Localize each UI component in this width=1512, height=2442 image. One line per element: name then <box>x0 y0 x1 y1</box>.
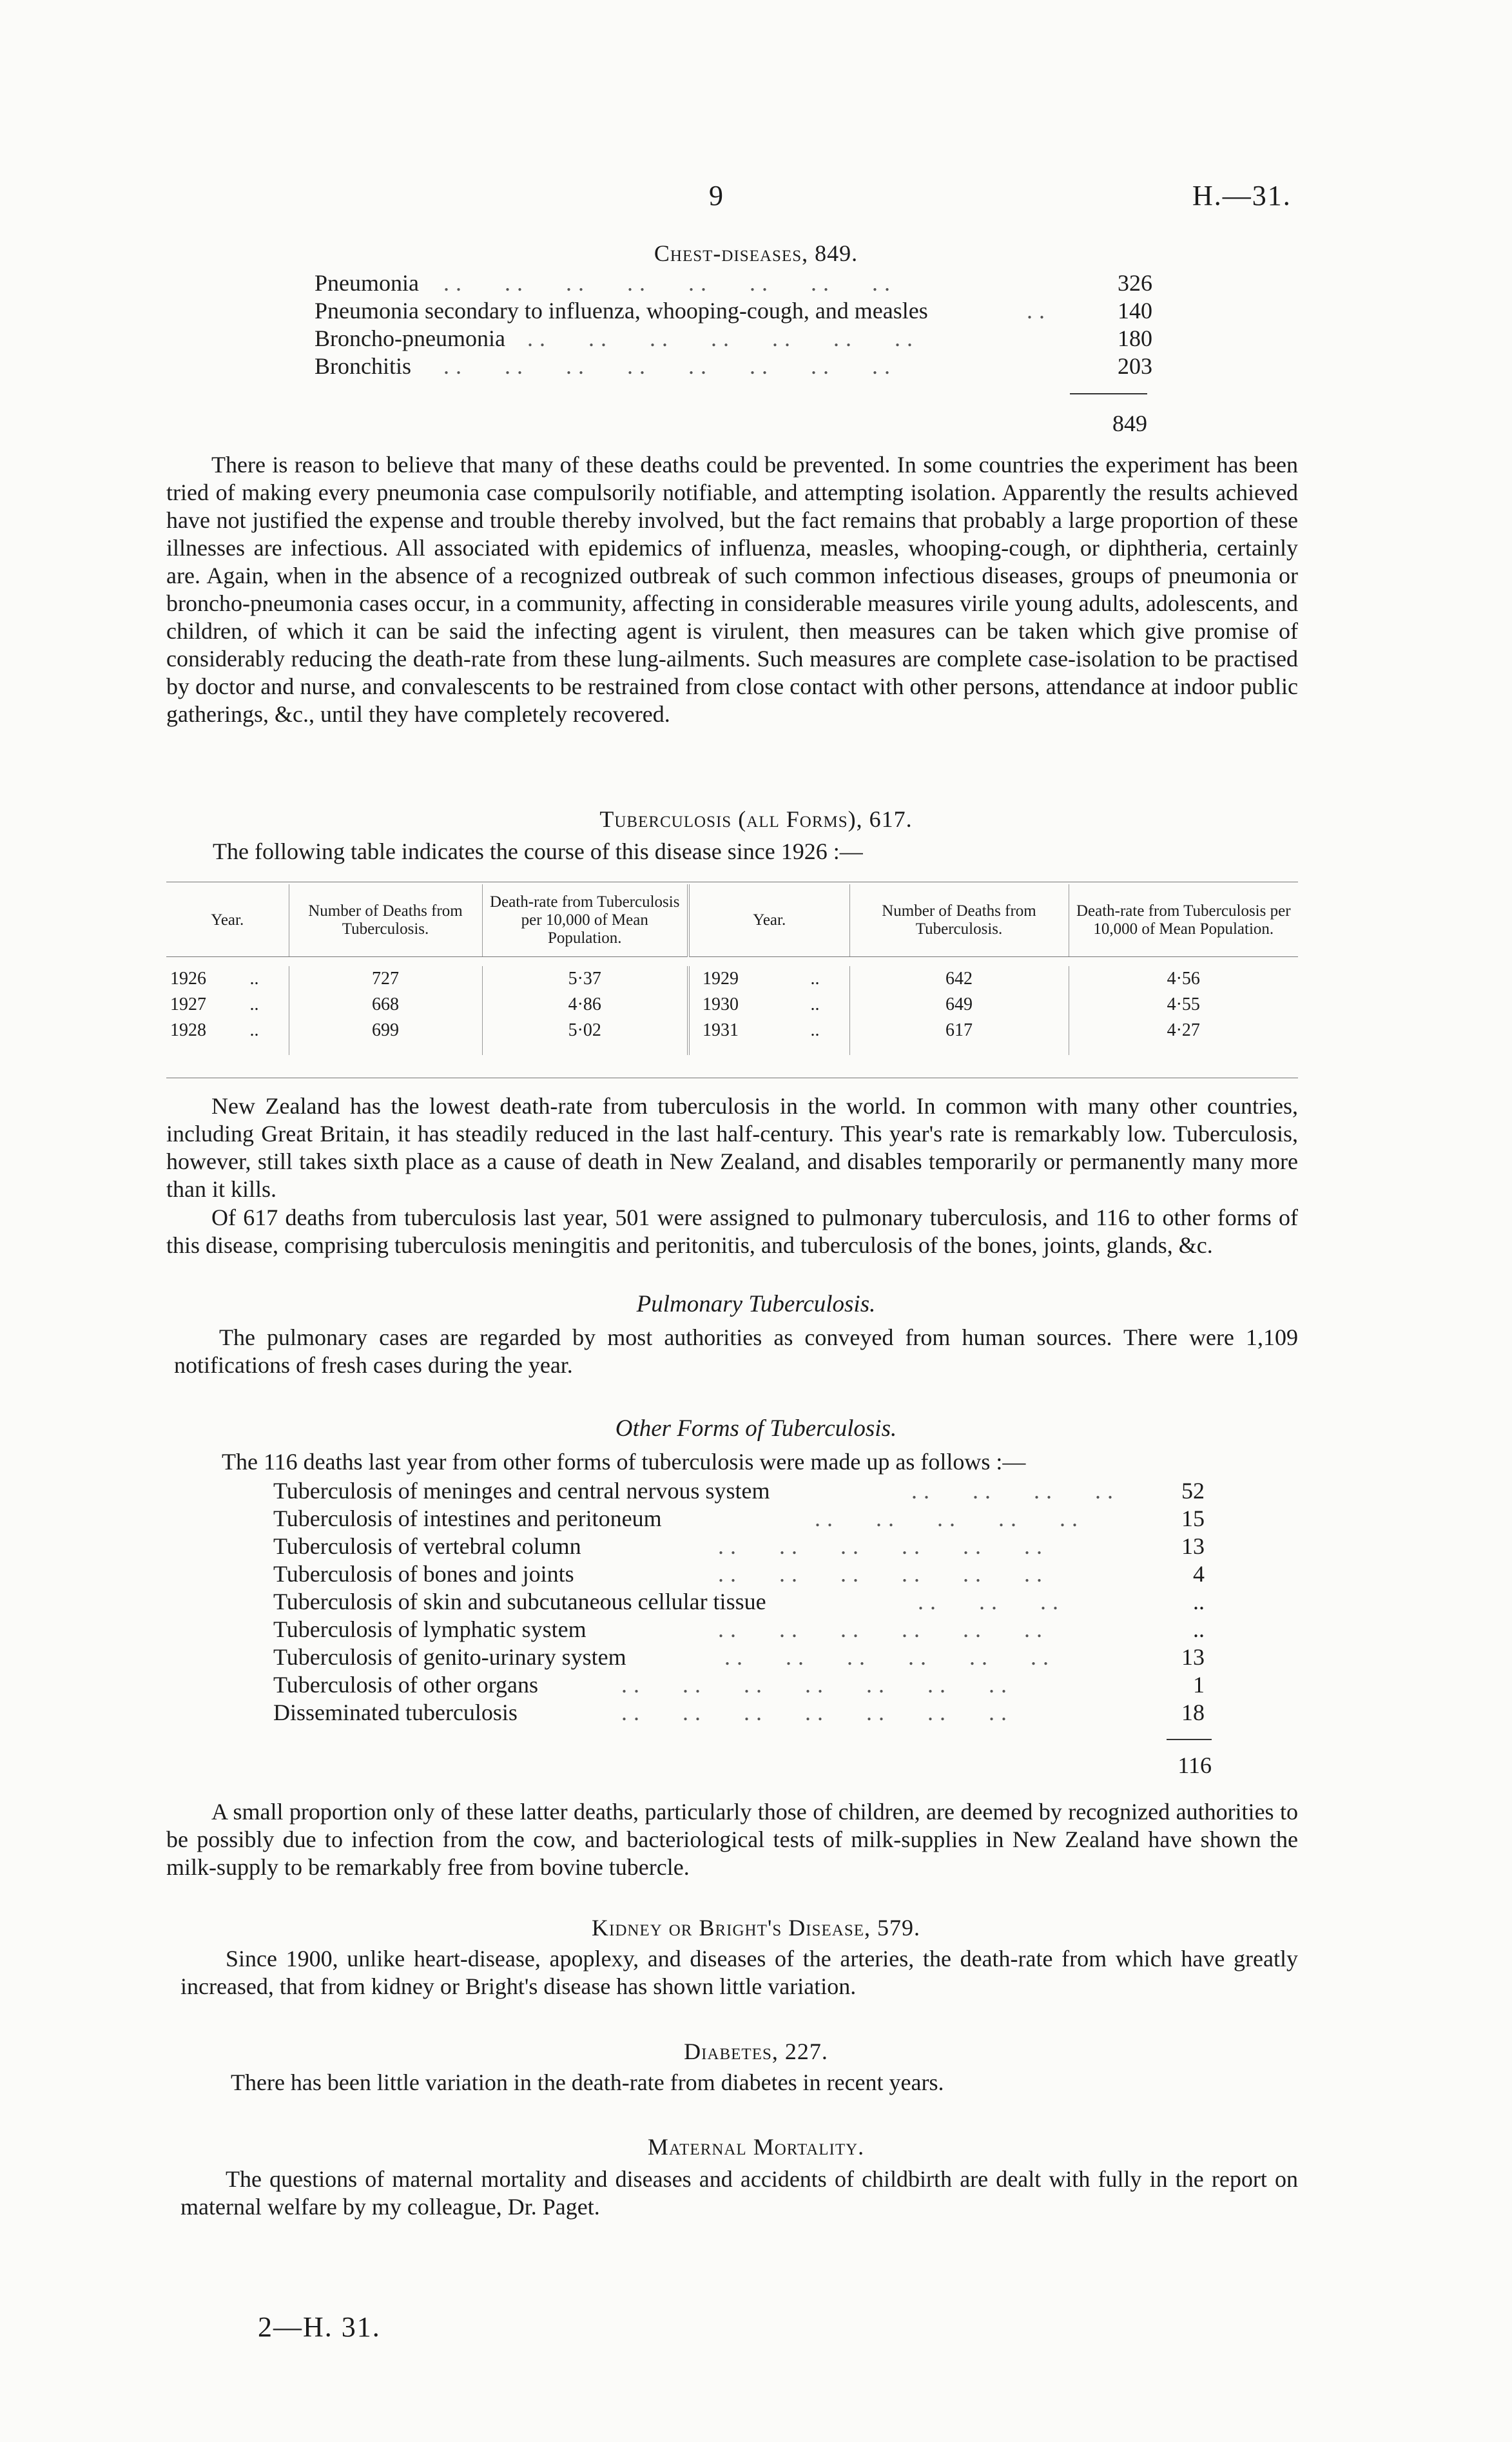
tuberculosis-intro: The following table indicates the course of this disease since 1926 :— <box>213 838 863 864</box>
other-forms-heading: Other Forms of Tuberculosis. <box>615 1415 897 1442</box>
cell-year: 1928 <box>170 1020 206 1040</box>
table-cell: 1926 .. <box>170 969 259 989</box>
leader-dots: .. .. .. <box>918 1589 1065 1614</box>
chest-diseases-heading: Chest-diseases, 849. <box>654 240 858 266</box>
maternal-heading: Maternal Mortality. <box>647 2134 865 2160</box>
list-item <box>273 1533 1214 1560</box>
item-label: Tuberculosis of genito-urinary system <box>273 1644 626 1670</box>
list-item <box>273 1477 1214 1505</box>
list-item <box>273 1616 1214 1643</box>
item-label: Tuberculosis of skin and subcutaneous cellular tissue <box>273 1589 766 1614</box>
item-value: 1 <box>1193 1672 1205 1698</box>
paragraph-text: There is reason to believe that many of these deaths could be prevented. In some countries the experiment has been tried of making every pneumonia case compulsorily notifiable, and attempting isolation. Apparently the results achieved have not justified the expense and trouble thereby involved, but the fact remains that probably a large proportion of these illnesses are infectious. All associated with epidemics of influenza, measles, whooping-cough, or diphtheria, certainly are. Again, when in the absence of a recognized outbreak of such common infectious diseases, groups of pneumonia or broncho-pneumonia cases occur, in a community, affecting in considerable measures virile young adults, adolescents, and children, of which it can be said the infecting agent is virulent, then measures can be taken which give promise of considerably reducing the death-rate from these lung-ailments. Such measures are complete case-isolation to be practised by doctor and nurse, and convalescents to be restrained from close contact with other persons, attendance at indoor public gatherings, &c., until they have completely recovered. <box>166 452 1298 727</box>
item-value: 203 <box>1118 353 1152 379</box>
col-rate: Death-rate from Tuberculosis per 10,000 of Mean Population. <box>482 884 688 957</box>
total-rule <box>1167 1739 1212 1740</box>
cell-year: 1926 <box>170 969 206 989</box>
tuberculosis-heading: Tuberculosis (all Forms), 617. <box>599 806 913 832</box>
list-item <box>273 1560 1214 1588</box>
diabetes-heading: Diabetes, 227. <box>684 2039 828 2064</box>
table-row <box>166 992 1298 1018</box>
table-cell: 642 <box>849 966 1069 992</box>
col-year: Year. <box>166 884 289 957</box>
leader-dots: .. .. .. .. .. <box>815 1506 1084 1531</box>
list-item <box>315 325 1152 353</box>
kidney-paragraph <box>180 1945 1298 2001</box>
item-label: Tuberculosis of other organs <box>273 1672 538 1698</box>
paragraph-text: A small proportion only of these latter deaths, particularly those of children, are deemed by recognized authorities to be possibly due to infection from the cow, and bacteriological tests of milk-supplies in New Zealand have shown the milk-supply to be remarkably free from bovine tubercle. <box>166 1799 1298 1880</box>
paragraph-text: New Zealand has the lowest death-rate from tuberculosis in the world. In common with many other countries, including Great Britain, it has steadily reduced in the last half-century. This year's rate is remarkably low. Tuberculosis, however, still takes sixth place as a cause of death in New Zealand, and disables temporarily or permanently many more than it kills. <box>166 1093 1298 1202</box>
table-cell: 617 <box>849 1018 1069 1055</box>
list-item <box>273 1643 1214 1671</box>
leader-dots: .. .. .. .. <box>911 1478 1119 1504</box>
list-item <box>273 1671 1214 1699</box>
item-label: Bronchitis <box>315 353 411 379</box>
item-label: Broncho-pneumonia <box>315 325 505 351</box>
table-cell: 4·55 <box>1069 992 1298 1018</box>
table-header-row <box>166 884 1298 957</box>
col-deaths: Number of Deaths from Tuberculosis. <box>289 884 482 957</box>
item-value: 180 <box>1118 325 1152 351</box>
tb-paragraph-1 <box>166 1092 1298 1203</box>
table-cell: 5·02 <box>482 1018 688 1055</box>
table-cell: 4·86 <box>482 992 688 1018</box>
col-year: Year. <box>688 884 849 957</box>
item-label: Tuberculosis of lymphatic system <box>273 1616 586 1642</box>
chest-total: 849 <box>1112 411 1147 436</box>
table-cell: 699 <box>289 1018 482 1055</box>
tb-paragraph-2 <box>166 1204 1298 1259</box>
item-label: Tuberculosis of bones and joints <box>273 1561 574 1587</box>
leader-dots: .. .. .. .. .. .. <box>724 1644 1055 1670</box>
table-cell: 4·56 <box>1069 966 1298 992</box>
list-item <box>273 1505 1214 1533</box>
paragraph-text: Since 1900, unlike heart-disease, apoplexy, and diseases of the arteries, the death-rate from which have greatly increased, that from kidney or Bright's disease has shown little variation. <box>180 1946 1298 1999</box>
list-item <box>273 1699 1214 1727</box>
table-cell: 1931 .. <box>688 1018 849 1055</box>
leader-dots: .. .. .. .. .. .. .. <box>527 325 919 351</box>
page-footer: 2—H. 31. <box>258 2311 381 2343</box>
item-value: .. <box>1193 1616 1205 1642</box>
document-reference: H.—31. <box>1192 180 1292 211</box>
leader-dots: .. <box>1027 298 1051 324</box>
item-label: Tuberculosis of vertebral column <box>273 1533 581 1559</box>
paragraph-text: The pulmonary cases are regarded by most authorities as conveyed from human sources. There were 1,109 notifications of fresh cases during the year. <box>174 1324 1298 1378</box>
list-item <box>315 353 1152 380</box>
item-label: Tuberculosis of meninges and central nervous system <box>273 1478 770 1504</box>
item-value: 15 <box>1181 1506 1205 1531</box>
other-forms-total: 116 <box>1178 1752 1212 1778</box>
item-value: 4 <box>1193 1561 1205 1587</box>
total-rule <box>1070 393 1147 394</box>
pulmonary-heading: Pulmonary Tuberculosis. <box>636 1291 876 1317</box>
list-item <box>315 269 1152 297</box>
item-label: Tuberculosis of intestines and peritoneum <box>273 1506 662 1531</box>
col-deaths: Number of Deaths from Tuberculosis. <box>849 884 1069 957</box>
other-forms-intro: The 116 deaths last year from other forms of tuberculosis were made up as follows :— <box>222 1449 1026 1475</box>
item-value: 326 <box>1118 270 1152 296</box>
item-label: Pneumonia <box>315 270 419 296</box>
leader-dots: .. .. .. .. .. .. .. .. <box>443 270 897 296</box>
table-cell: 649 <box>849 992 1069 1018</box>
kidney-heading: Kidney or Bright's Disease, 579. <box>592 1915 920 1941</box>
paragraph-text: The questions of maternal mortality and diseases and accidents of childbirth are dealt with fully in the report on maternal welfare by my colleague, Dr. Paget. <box>180 2166 1298 2220</box>
paragraph-text: Of 617 deaths from tuberculosis last year, 501 were assigned to pulmonary tuberculosis, and 116 to other forms of this disease, comprising tuberculosis meningitis and peritonitis, and tuberculosis of the bones, joints, glands, &c. <box>166 1205 1298 1258</box>
cell-year: 1930 <box>703 994 739 1014</box>
leader-dots: .. .. .. .. .. .. .. .. <box>443 353 897 379</box>
table-cell: 5·37 <box>482 966 688 992</box>
leader-dots: .. .. .. .. .. .. <box>718 1561 1049 1587</box>
table-cell: 668 <box>289 992 482 1018</box>
list-item <box>315 297 1152 325</box>
table-cell: 1929 .. <box>688 966 849 992</box>
list-item <box>273 1588 1214 1616</box>
other-forms-paragraph <box>166 1798 1298 1881</box>
item-value: 140 <box>1118 298 1152 324</box>
table-cell: 4·27 <box>1069 1018 1298 1055</box>
chest-paragraph <box>166 451 1298 728</box>
leader-dots: .. .. .. .. .. .. .. <box>621 1700 1013 1725</box>
tuberculosis-table <box>166 884 1298 1055</box>
diabetes-paragraph <box>186 2069 1298 2097</box>
item-value: 13 <box>1181 1644 1205 1670</box>
leader-dots: .. .. .. .. .. .. <box>718 1616 1049 1642</box>
page-number: 9 <box>709 180 723 211</box>
table-row <box>166 1018 1298 1055</box>
table-cell: 1930 .. <box>688 992 849 1018</box>
item-label: Pneumonia secondary to influenza, whooping-cough, and measles <box>315 298 928 324</box>
item-value: 52 <box>1181 1478 1205 1504</box>
leader-dots: .. .. .. .. .. .. .. <box>621 1672 1013 1698</box>
cell-year: 1931 <box>703 1020 739 1040</box>
cell-year: 1927 <box>170 994 206 1014</box>
table-row <box>166 966 1298 992</box>
item-label: Disseminated tuberculosis <box>273 1700 518 1725</box>
pulmonary-paragraph <box>174 1324 1298 1379</box>
chest-diseases-list <box>315 269 1152 385</box>
leader-dots: .. .. .. .. .. .. <box>718 1533 1049 1559</box>
paragraph-text: There has been little variation in the death-rate from diabetes in recent years. <box>231 2069 944 2095</box>
table-cell: 727 <box>289 966 482 992</box>
col-rate: Death-rate from Tuberculosis per 10,000 of Mean Population. <box>1069 884 1298 957</box>
table-cell: 1928 .. <box>170 1020 259 1040</box>
cell-year: 1929 <box>703 969 739 989</box>
other-forms-list <box>273 1477 1214 1729</box>
table-cell: 1927 .. <box>170 994 259 1014</box>
item-value: .. <box>1193 1589 1205 1614</box>
item-value: 13 <box>1181 1533 1205 1559</box>
maternal-paragraph <box>180 2166 1298 2221</box>
item-value: 18 <box>1181 1700 1205 1725</box>
